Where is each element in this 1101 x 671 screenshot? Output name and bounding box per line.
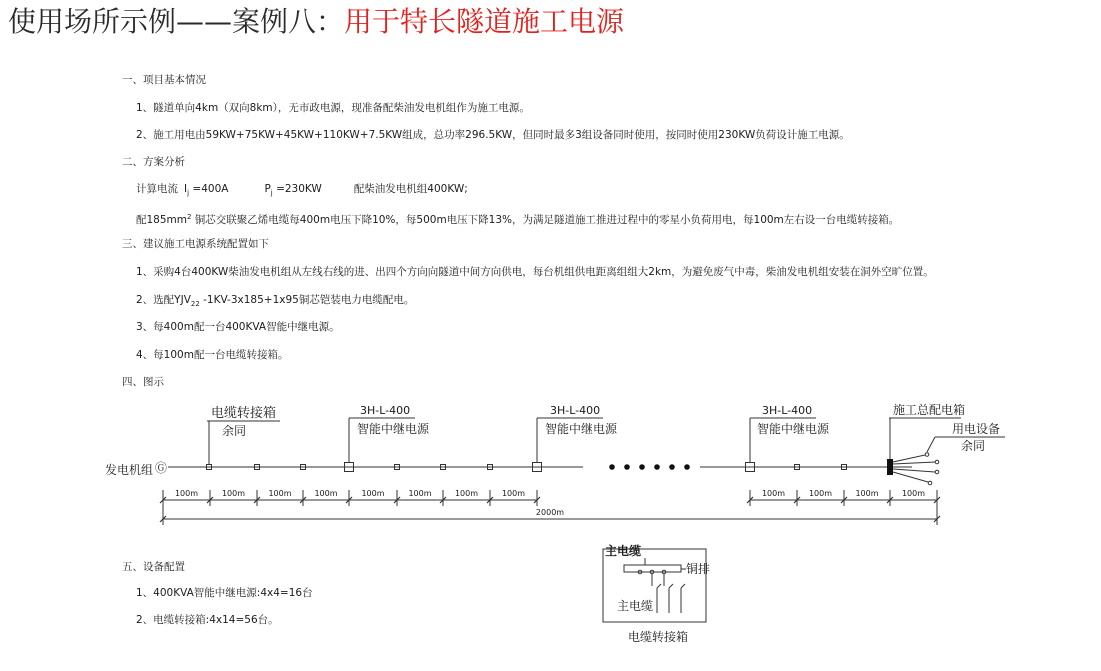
segment-length-label: 100m (268, 489, 292, 498)
copper-bar-terminal (662, 570, 666, 574)
relay-1-name: 智能中继电源 (357, 422, 430, 436)
junction-main-cable-inner-label: 主电缆 (617, 599, 654, 613)
ellipsis-dot (669, 464, 675, 470)
section3-item-4: 4、每100m配一台电缆转接箱。 (136, 349, 289, 361)
cable-junction-box (395, 465, 400, 470)
segment-length-label: 100m (314, 489, 338, 498)
segment-length-label: 100m (855, 489, 879, 498)
relay-3-model: 3H-L-400 (762, 404, 813, 417)
branch-switch (657, 584, 661, 588)
branch-switch (681, 584, 685, 588)
section3-item-2-subscript: 22 (190, 300, 200, 308)
segment-dimension-tick (747, 497, 753, 503)
copper-bar-terminal (650, 570, 654, 574)
equipment-note: 余同 (961, 439, 986, 453)
cable-superscript: 2 (187, 213, 192, 221)
cable-junction-box (207, 465, 212, 470)
current-symbol: I (184, 183, 188, 195)
ellipsis-dot (639, 464, 645, 470)
title-highlight: 用于特长隧道施工电源 (344, 5, 625, 38)
section5-item-1: 1、400KVA智能中继电源:4x4=16台 (136, 587, 313, 599)
segment-dimension-tick (794, 497, 800, 503)
section3-item-2 (136, 293, 414, 311)
segment-dimension-tick (487, 497, 493, 503)
ellipsis-dot (609, 464, 615, 470)
current-value: =400A (192, 183, 229, 195)
relay-power-unit (345, 463, 354, 472)
ellipsis-dot (624, 464, 630, 470)
cable-junction-box (842, 465, 847, 470)
cable-box-label: 电缆转接箱 (211, 406, 277, 421)
cable-junction-box (488, 465, 493, 470)
equipment-feed-line (893, 455, 925, 462)
section3-item-2-prefix: 2、选配YJV (136, 294, 191, 306)
power-subscript: j (270, 189, 273, 197)
ellipsis-dot (654, 464, 660, 470)
relay-3-name: 智能中继电源 (757, 422, 830, 436)
copper-bar (624, 565, 681, 572)
equipment-terminal (928, 481, 932, 485)
equipment-terminal (935, 470, 939, 474)
power-symbol: P (264, 183, 271, 195)
section2-heading: 二、方案分析 (122, 156, 185, 168)
segment-dimension-tick (346, 497, 352, 503)
branch-switch (669, 584, 673, 588)
generator-symbol-icon: Ⓖ (154, 461, 168, 475)
segment-length-label: 100m (221, 489, 246, 498)
title-prefix: 使用场所示例——案例八： (8, 5, 345, 38)
cable-box-note: 余同 (222, 424, 247, 438)
cable-junction-box (795, 465, 800, 470)
copper-bar-terminal (638, 570, 642, 574)
slide-title (8, 5, 624, 39)
cable-prefix: 配185mm (136, 214, 187, 226)
relay-power-unit (533, 463, 542, 472)
section5-item-2: 2、电缆转接箱:4x14=56台。 (136, 614, 279, 626)
equipment-feed-line (893, 462, 935, 464)
segment-dimension-tick (300, 497, 306, 503)
generator-config: 配柴油发电机组400KW; (353, 183, 468, 195)
copper-bar-label: 铜排 (686, 562, 711, 576)
segment-length-label: 100m (808, 489, 833, 498)
main-distribution-box (887, 459, 893, 475)
junction-box-caption: 电缆转接箱 (628, 630, 689, 644)
equipment-leader-line (927, 437, 935, 452)
section3-item-1: 1、采购4台400KW柴油发电机组从左线右线的进、出四个方向向隧道中间方向供电，每台机组供电距离组组大2km，为避免废气中毒，柴油发电机组安装在洞外空旷位置。 (136, 266, 934, 278)
cable-junction-box (301, 465, 306, 470)
segment-dimension-tick (160, 497, 166, 503)
generator-label: 发电机组 (105, 463, 154, 477)
segment-length-label: 100m (761, 489, 786, 498)
junction-main-cable-top-label: 主电缆 (605, 544, 642, 558)
segment-dimension-tick (394, 497, 400, 503)
segment-length-label: 100m (408, 489, 432, 498)
segment-dimension-tick (534, 497, 540, 503)
cable-junction-box (441, 465, 446, 470)
cable-rest: 铜芯交联聚乙烯电缆每400m电压下降10%，每500m电压下降13%，为满足隧道施工推进过程中的零星小负荷用电，每100m左右设一台电缆转接箱。 (191, 214, 900, 226)
calc-label: 计算电流 (136, 183, 178, 195)
section3-heading: 三、建议施工电源系统配置如下 (122, 238, 269, 250)
equipment-feed-line (893, 469, 935, 472)
segment-length-label: 100m (501, 489, 526, 498)
segment-dimension-tick (841, 497, 847, 503)
segment-length-label: 100m (174, 489, 199, 498)
calculation-line (136, 182, 468, 200)
equipment-feed-line (893, 472, 928, 482)
section1-item-2: 2、施工用电由59KW+75KW+45KW+110KW+7.5KW组成，总功率296.5KW，但同时最多3组设备同时使用，按同时使用230KW负荷设计施工电源。 (136, 129, 850, 141)
segment-dimension-tick (934, 497, 940, 503)
main-box-label: 施工总配电箱 (893, 403, 966, 417)
total-length-label: 2000m (535, 508, 565, 517)
section1-item-1: 1、隧道单向4km（双向8km），无市政电源，现准备配柴油发电机组作为施工电源。 (136, 102, 530, 114)
relay-1-model: 3H-L-400 (360, 404, 411, 417)
cable-junction-box (255, 465, 260, 470)
section3-item-2-rest: -1KV-3x185+1x95铜芯铠装电力电缆配电。 (199, 294, 415, 306)
section5-heading: 五、设备配置 (122, 561, 185, 573)
power-value: =230KW (276, 183, 322, 195)
segment-length-label: 100m (361, 489, 385, 498)
section4-heading: 四、图示 (122, 376, 164, 388)
equipment-terminal (935, 460, 939, 464)
equipment-label: 用电设备 (952, 422, 1001, 436)
section3-item-3: 3、每400m配一台400KVA智能中继电源。 (136, 321, 340, 333)
current-subscript: j (187, 189, 190, 197)
section1-heading: 一、项目基本情况 (122, 74, 206, 86)
cable-line (136, 210, 899, 227)
segment-dimension-tick (254, 497, 260, 503)
segment-dimension-tick (887, 497, 893, 503)
segment-dimension-tick (440, 497, 446, 503)
ellipsis-dot (684, 464, 690, 470)
segment-length-label: 100m (901, 489, 926, 498)
total-dimension-tick (160, 516, 166, 522)
relay-power-unit (746, 463, 755, 472)
segment-dimension-tick (207, 497, 213, 503)
total-dimension-tick (934, 516, 940, 522)
segment-length-label: 100m (454, 489, 479, 498)
relay-2-name: 智能中继电源 (545, 422, 618, 436)
junction-box-outline (603, 549, 706, 622)
relay-2-model: 3H-L-400 (550, 404, 601, 417)
equipment-terminal (925, 453, 929, 457)
